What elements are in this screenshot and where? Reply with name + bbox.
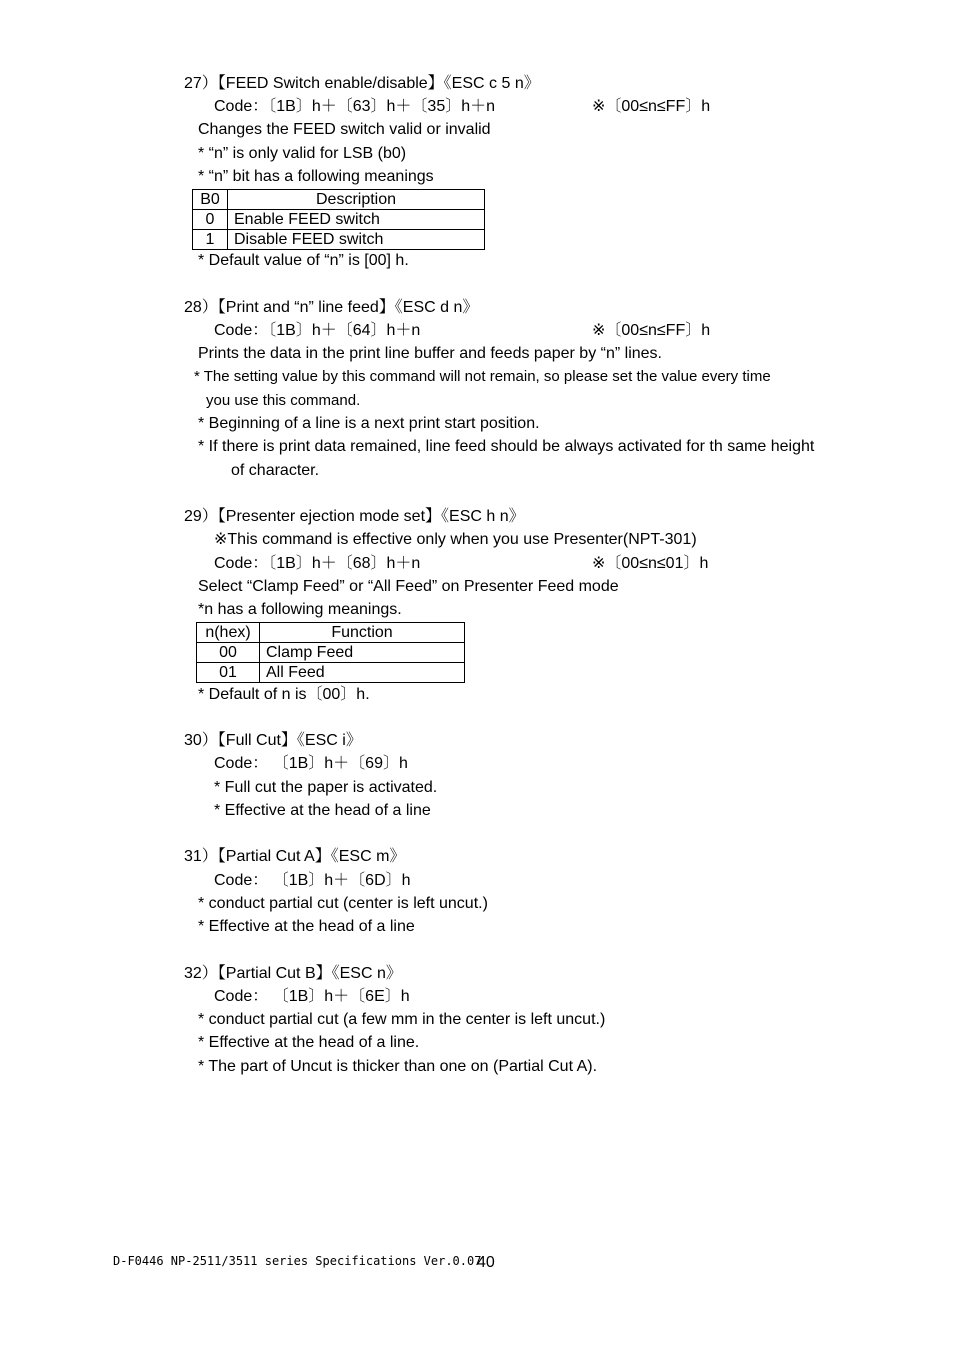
section-28-note: * Beginning of a line is a next print start position.: [198, 415, 540, 432]
section-27-table: [192, 189, 485, 250]
table-row: [197, 663, 465, 683]
section-29-table: [196, 622, 465, 683]
table-header-row: [193, 190, 485, 210]
table-row: [193, 230, 485, 250]
section-29-range: ※〔00≤n≤01〕h: [592, 555, 709, 572]
table-cell: All Feed: [260, 663, 465, 683]
table-header-row: [197, 623, 465, 643]
table-cell: 01: [197, 663, 260, 683]
section-28-range: ※〔00≤n≤FF〕h: [592, 322, 711, 339]
table-header-cell: Function: [260, 623, 465, 643]
section-28-code: Code：〔1B〕h＋〔64〕h＋n: [214, 322, 421, 339]
section-27-code: Code：〔1B〕h＋〔63〕h＋〔35〕h＋n: [214, 98, 496, 115]
section-29-desc: Select “Clamp Feed” or “All Feed” on Presenter Feed mode: [198, 578, 619, 595]
table-cell: Disable FEED switch: [228, 230, 485, 250]
section-31-title: 31）【Partial Cut A】《ESC m》: [184, 848, 406, 865]
section-29-title: 29）【Presenter ejection mode set】《ESC h n》: [184, 508, 525, 525]
table-cell: 1: [193, 230, 228, 250]
section-32-note: * Effective at the head of a line.: [198, 1034, 420, 1051]
section-28-title: 28）【Print and “n” line feed】《ESC d n》: [184, 299, 479, 316]
section-29-meaning: *n has a following meanings.: [198, 601, 402, 618]
section-31-note: * conduct partial cut (center is left uncut.): [198, 895, 488, 912]
section-28-note: * The setting value by this command will not remain, so please set the value every time: [194, 368, 771, 385]
section-29-default: * Default of n is〔00〕h.: [198, 686, 370, 703]
section-32-code: Code： 〔1B〕h＋〔6E〕h: [214, 988, 410, 1005]
section-27-desc: Changes the FEED switch valid or invalid: [198, 121, 491, 138]
section-28-note: you use this command.: [206, 392, 361, 409]
table-cell: 0: [193, 210, 228, 230]
section-28-desc: Prints the data in the print line buffer and feeds paper by “n” lines.: [198, 345, 662, 362]
section-32-note: * conduct partial cut (a few mm in the center is left uncut.): [198, 1011, 606, 1028]
section-27-title: 27）【FEED Switch enable/disable】《ESC c 5 n》: [184, 75, 540, 92]
table-cell: Clamp Feed: [260, 643, 465, 663]
section-29-note: ※This command is effective only when you use Presenter(NPT-301): [214, 531, 697, 548]
page-number: 40: [477, 1254, 495, 1271]
section-31-code: Code： 〔1B〕h＋〔6D〕h: [214, 872, 411, 889]
table-row: [193, 210, 485, 230]
section-29-code: Code：〔1B〕h＋〔68〕h＋n: [214, 555, 421, 572]
table-header-cell: n(hex): [197, 623, 260, 643]
table-cell: 00: [197, 643, 260, 663]
section-27-note: * “n” is only valid for LSB (b0): [198, 145, 407, 162]
table-cell: Enable FEED switch: [228, 210, 485, 230]
table-header-cell: B0: [193, 190, 228, 210]
table-header-cell: Description: [228, 190, 485, 210]
section-28-note: * If there is print data remained, line feed should be always activated for th same height: [198, 438, 815, 455]
section-30-note: * Full cut the paper is activated.: [214, 779, 438, 796]
section-30-title: 30）【Full Cut】《ESC i》: [184, 732, 362, 749]
section-27-default: * Default value of “n” is [00] h.: [198, 252, 409, 269]
section-30-note: * Effective at the head of a line: [214, 802, 431, 819]
section-27-range: ※〔00≤n≤FF〕h: [592, 98, 711, 115]
section-32-note: * The part of Uncut is thicker than one on (Partial Cut A).: [198, 1058, 598, 1075]
section-28-note: of character.: [231, 462, 320, 479]
section-32-title: 32）【Partial Cut B】《ESC n》: [184, 965, 402, 982]
section-30-code: Code： 〔1B〕h＋〔69〕h: [214, 755, 408, 772]
section-31-note: * Effective at the head of a line: [198, 918, 415, 935]
table-row: [197, 643, 465, 663]
footer-doc-id: D-F0446 NP-2511/3511 series Specifications Ver.0.07: [113, 1254, 482, 1268]
section-27-note: * “n” bit has a following meanings: [198, 168, 434, 185]
